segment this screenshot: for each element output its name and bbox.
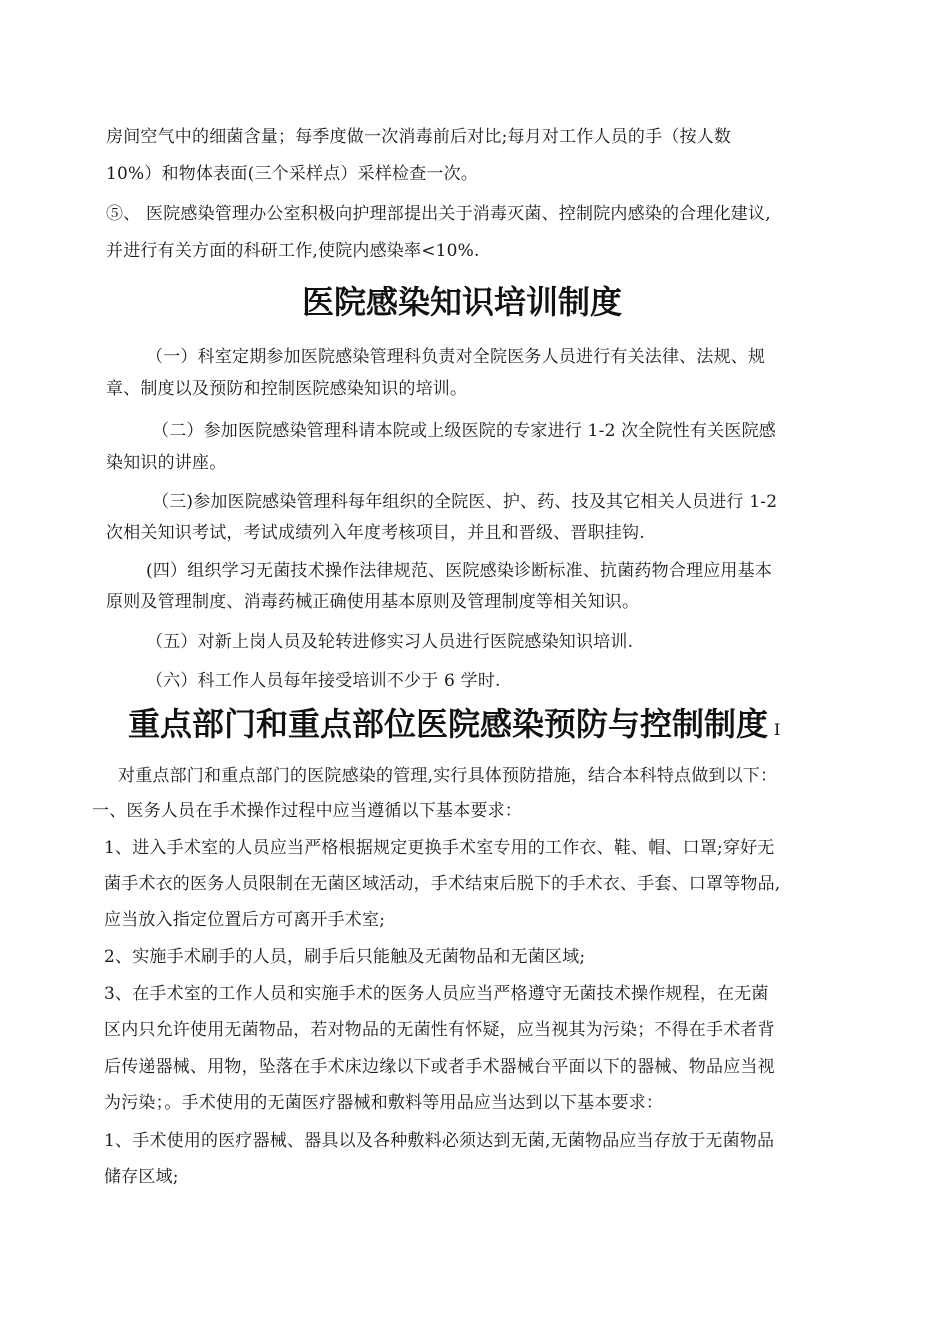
text-line: 储存区域;	[104, 1167, 179, 1187]
text-line: 房间空气中的细菌含量；每季度做一次消毒前后对比;每月对工作人员的手（按人数	[106, 127, 732, 147]
text-line: 染知识的讲座。	[106, 453, 227, 473]
text-line: 1、进入手术室的人员应当严格根据规定更换手术室专用的工作衣、鞋、帽、口罩;穿好无	[104, 838, 775, 858]
text-line: 区内只允许使用无菌物品，若对物品的无菌性有怀疑，应当视其为污染；不得在手术者背	[104, 1020, 775, 1040]
text-line: ⑤、 医院感染管理办公室积极向护理部提出关于消毒灭菌、控制院内感染的合理化建议,	[106, 204, 771, 224]
text-line: 应当放入指定位置后方可离开手术室;	[104, 910, 386, 930]
text-line: 为污染；。手术使用的无菌医疗器械和敷料等用品应当达到以下基本要求：	[104, 1093, 664, 1113]
text-line: 2、实施手术刷手的人员，刷手后只能触及无菌物品和无菌区域;	[104, 947, 586, 967]
text-line: 后传递器械、用物，坠落在手术床边缘以下或者手术器械台平面以下的器械、物品应当视	[104, 1057, 775, 1077]
text-line: 原则及管理制度、消毒药械正确使用基本原则及管理制度等相关知识。	[106, 592, 640, 612]
text-line: （五）对新上岗人员及轮转进修实习人员进行医院感染知识培训.	[146, 632, 634, 652]
text-line: 1、手术使用的医疗器械、器具以及各种敷料必须达到无菌,无菌物品应当存放于无菌物品	[104, 1131, 775, 1151]
title-marker: I	[774, 720, 781, 739]
text-line: （六）科工作人员每年接受培训不少于 6 学时.	[146, 671, 501, 691]
text-line: 次相关知识考试，考试成绩列入年度考核项目，并且和晋级、晋职挂钩.	[106, 523, 645, 543]
text-line: （二）参加医院感染管理科请本院或上级医院的专家进行 1-2 次全院性有关医院感	[152, 421, 776, 441]
text-line: 10%）和物体表面(三个采样点）采样检查一次。	[106, 164, 479, 184]
text-line: (四）组织学习无菌技术操作法律规范、医院感染诊断标准、抗菌药物合理应用基本	[146, 561, 773, 581]
section-title-training: 医院感染知识培训制度	[302, 283, 623, 321]
text-line: （一）科室定期参加医院感染管理科负责对全院医务人员进行有关法律、法规、规	[146, 347, 766, 367]
text-line: 并进行有关方面的科研工作,使院内感染率<10%.	[106, 241, 480, 261]
text-line: 章、制度以及预防和控制医院感染知识的培训。	[106, 379, 468, 399]
text-line: 一、医务人员在手术操作过程中应当遵循以下基本要求：	[92, 801, 522, 821]
section-title-text: 重点部门和重点部位医院感染预防与控制制度	[128, 705, 769, 743]
text-line: （三)参加医院感染管理科每年组织的全院医、护、药、技及其它相关人员进行 1-2	[152, 492, 778, 512]
text-line: 对重点部门和重点部门的医院感染的管理,实行具体预防措施，结合本科特点做到以下：	[118, 766, 778, 786]
section-title-key-departments	[128, 704, 780, 750]
text-line: 3、在手术室的工作人员和实施手术的医务人员应当严格遵守无菌技术操作规程，在无菌	[104, 984, 769, 1004]
text-line: 菌手术衣的医务人员限制在无菌区域活动，手术结束后脱下的手术衣、手套、口罩等物品,	[104, 874, 781, 894]
